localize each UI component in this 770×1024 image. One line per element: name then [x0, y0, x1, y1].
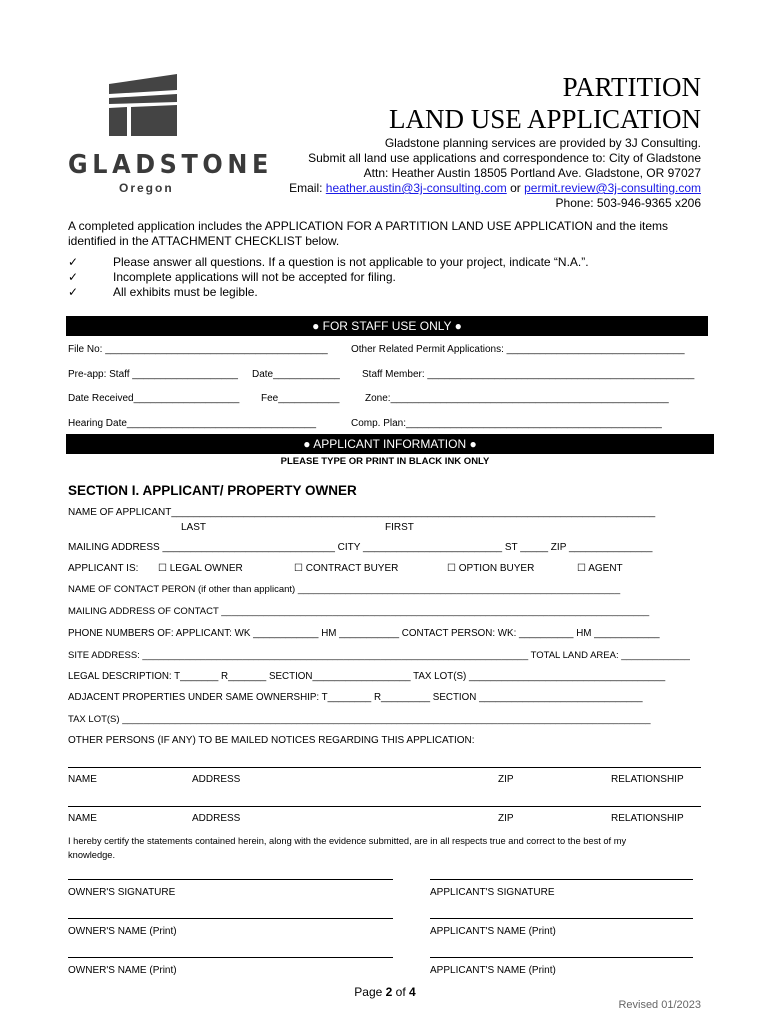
applicant-signature-label: APPLICANT'S SIGNATURE — [430, 887, 555, 898]
name-label: NAME — [68, 774, 97, 785]
site-address-field[interactable]: SITE ADDRESS: _________________________________________________________________________ TOTAL LAND AREA: _____________ — [68, 650, 690, 661]
option-buyer-label: OPTION BUYER — [458, 563, 535, 574]
page-of: of — [392, 985, 410, 999]
gladstone-logo-mark — [105, 72, 183, 138]
applicant-info-bar — [66, 434, 714, 454]
zip-label: ZIP — [498, 813, 514, 824]
notice-line-2[interactable] — [68, 806, 701, 807]
email-line — [289, 181, 701, 195]
other-permit-field[interactable]: Other Related Permit Applications: ________________________________ — [351, 344, 685, 355]
applicant-name-line-2[interactable] — [430, 957, 693, 958]
contact-name-field[interactable]: NAME OF CONTACT PERON (if other than applicant) _____________________________________________________________ — [68, 584, 621, 595]
info-line-1: Gladstone planning services are provided by 3J Consulting. — [384, 136, 701, 150]
date-received-field[interactable]: Date Received___________________ — [68, 393, 240, 404]
contract-buyer-option[interactable] — [294, 563, 398, 574]
owner-name-label: OWNER'S NAME (Print) — [68, 926, 177, 937]
checkbox-icon[interactable]: ☐ — [447, 563, 456, 574]
owner-name-label: OWNER'S NAME (Print) — [68, 965, 177, 976]
address-label: ADDRESS — [192, 813, 241, 824]
applicant-name-label: APPLICANT'S NAME (Print) — [430, 926, 556, 937]
name-of-applicant-field[interactable]: NAME OF APPLICANT_______________________________________________________________________________________ — [68, 507, 656, 518]
page-current: 2 — [385, 985, 393, 999]
legal-owner-label: LEGAL OWNER — [169, 563, 243, 574]
comp-plan-field[interactable]: Comp. Plan:______________________________________________ — [351, 418, 662, 429]
checkbox-icon[interactable]: ☐ — [577, 563, 586, 574]
checkmark-icon: ✓ — [68, 270, 79, 284]
section-heading: SECTION I. APPLICANT/ PROPERTY OWNER — [68, 483, 357, 498]
zone-field[interactable]: Zone:__________________________________________________ — [365, 393, 669, 404]
zip-label: ZIP — [498, 774, 514, 785]
checkmark-icon: ✓ — [68, 255, 79, 269]
legal-owner-option[interactable] — [158, 563, 243, 574]
email-link-heather[interactable]: heather.austin@3j-consulting.com — [325, 181, 507, 195]
relationship-label: RELATIONSHIP — [611, 813, 684, 824]
staff-member-field[interactable]: Staff Member: ________________________________________________ — [362, 369, 695, 380]
logo-subtitle: Oregon — [119, 181, 174, 195]
page-total: 4 — [409, 985, 416, 999]
file-no-field[interactable]: File No: ________________________________________ — [68, 344, 328, 355]
preapp-staff-field[interactable]: Pre-app: Staff ___________________ — [68, 369, 238, 380]
first-label: FIRST — [385, 522, 414, 533]
tax-lots-field[interactable]: TAX LOT(S) ____________________________________________________________________________________________________ — [68, 714, 651, 725]
black-ink-note: PLEASE TYPE OR PRINT IN BLACK INK ONLY — [280, 456, 490, 467]
checkbox-icon[interactable]: ☐ — [294, 563, 303, 574]
notice-line-1[interactable] — [68, 767, 701, 768]
relationship-label: RELATIONSHIP — [611, 774, 684, 785]
owner-signature-line[interactable] — [68, 879, 393, 880]
contract-buyer-label: CONTRACT BUYER — [305, 563, 399, 574]
legal-description-field[interactable]: LEGAL DESCRIPTION: T_______ R_______ SECTION__________________ TAX LOT(S) ____________________________________ — [68, 671, 666, 682]
intro-line-1: A completed application includes the APPLICATION FOR A PARTITION LAND USE APPLICATION and the items — [68, 219, 669, 233]
owner-signature-label: OWNER'S SIGNATURE — [68, 887, 176, 898]
title-line-1: PARTITION — [562, 72, 701, 102]
hearing-date-field[interactable]: Hearing Date__________________________________ — [68, 418, 317, 429]
certify-line-2: knowledge. — [68, 850, 116, 860]
adjacent-properties-field[interactable]: ADJACENT PROPERTIES UNDER SAME OWNERSHIP: T________ R_________ SECTION ______________________________ — [68, 692, 643, 703]
phone-line: Phone: 503-946-9365 x206 — [555, 196, 701, 210]
info-line-3: Attn: Heather Austin 18505 Portland Ave. Gladstone, OR 97027 — [363, 166, 701, 180]
staff-use-title: ● FOR STAFF USE ONLY ● — [312, 319, 462, 333]
checklist-item-2: Incomplete applications will not be accepted for filing. — [113, 270, 396, 284]
applicant-name-line[interactable] — [430, 918, 693, 919]
checklist-item-3: All exhibits must be legible. — [113, 285, 258, 299]
agent-label: AGENT — [588, 563, 623, 574]
agent-option[interactable] — [577, 563, 623, 574]
name-label: NAME — [68, 813, 97, 824]
applicant-signature-line[interactable] — [430, 879, 693, 880]
fee-field[interactable]: Fee___________ — [261, 393, 340, 404]
owner-name-line[interactable] — [68, 918, 393, 919]
applicant-is-label: APPLICANT IS: — [68, 563, 139, 574]
page-prefix: Page — [354, 985, 386, 999]
title-line-2: LAND USE APPLICATION — [388, 104, 701, 134]
checkmark-icon: ✓ — [68, 285, 79, 299]
last-label: LAST — [181, 522, 207, 533]
option-buyer-option[interactable] — [447, 563, 534, 574]
contact-mailing-field[interactable]: MAILING ADDRESS OF CONTACT _________________________________________________________________________________ — [68, 606, 650, 617]
revised-date: Revised 01/2023 — [618, 999, 701, 1011]
email-or: or — [506, 181, 525, 195]
email-link-permit[interactable]: permit.review@3j-consulting.com — [524, 181, 701, 195]
email-label: Email: — [289, 181, 326, 195]
address-label: ADDRESS — [192, 774, 241, 785]
checkbox-icon[interactable]: ☐ — [158, 563, 167, 574]
checklist-item-1: Please answer all questions. If a question is not applicable to your project, indicate “N.A.”. — [113, 255, 589, 269]
owner-name-line-2[interactable] — [68, 957, 393, 958]
logo-wordmark: GLADSTONE — [68, 150, 273, 180]
page-number — [0, 985, 770, 999]
applicant-info-title: ● APPLICANT INFORMATION ● — [303, 437, 477, 451]
certify-line-1: I hereby certify the statements contained herein, along with the evidence submitted, are in all respects true and correct to the best of my — [68, 836, 627, 846]
other-persons-label: OTHER PERSONS (IF ANY) TO BE MAILED NOTICES REGARDING THIS APPLICATION: — [68, 735, 475, 746]
intro-line-2: identified in the ATTACHMENT CHECKLIST below. — [68, 234, 340, 248]
date-field[interactable]: Date____________ — [252, 369, 340, 380]
info-line-2: Submit all land use applications and correspondence to: City of Gladstone — [308, 151, 701, 165]
staff-use-bar — [66, 316, 708, 336]
applicant-name-label: APPLICANT'S NAME (Print) — [430, 965, 556, 976]
phone-numbers-field[interactable]: PHONE NUMBERS OF: APPLICANT: WK ____________ HM ___________ CONTACT PERSON: WK: __________ HM ____________ — [68, 628, 660, 639]
mailing-address-field[interactable]: MAILING ADDRESS _______________________________ CITY _________________________ ST _____ ZIP _______________ — [68, 542, 653, 553]
